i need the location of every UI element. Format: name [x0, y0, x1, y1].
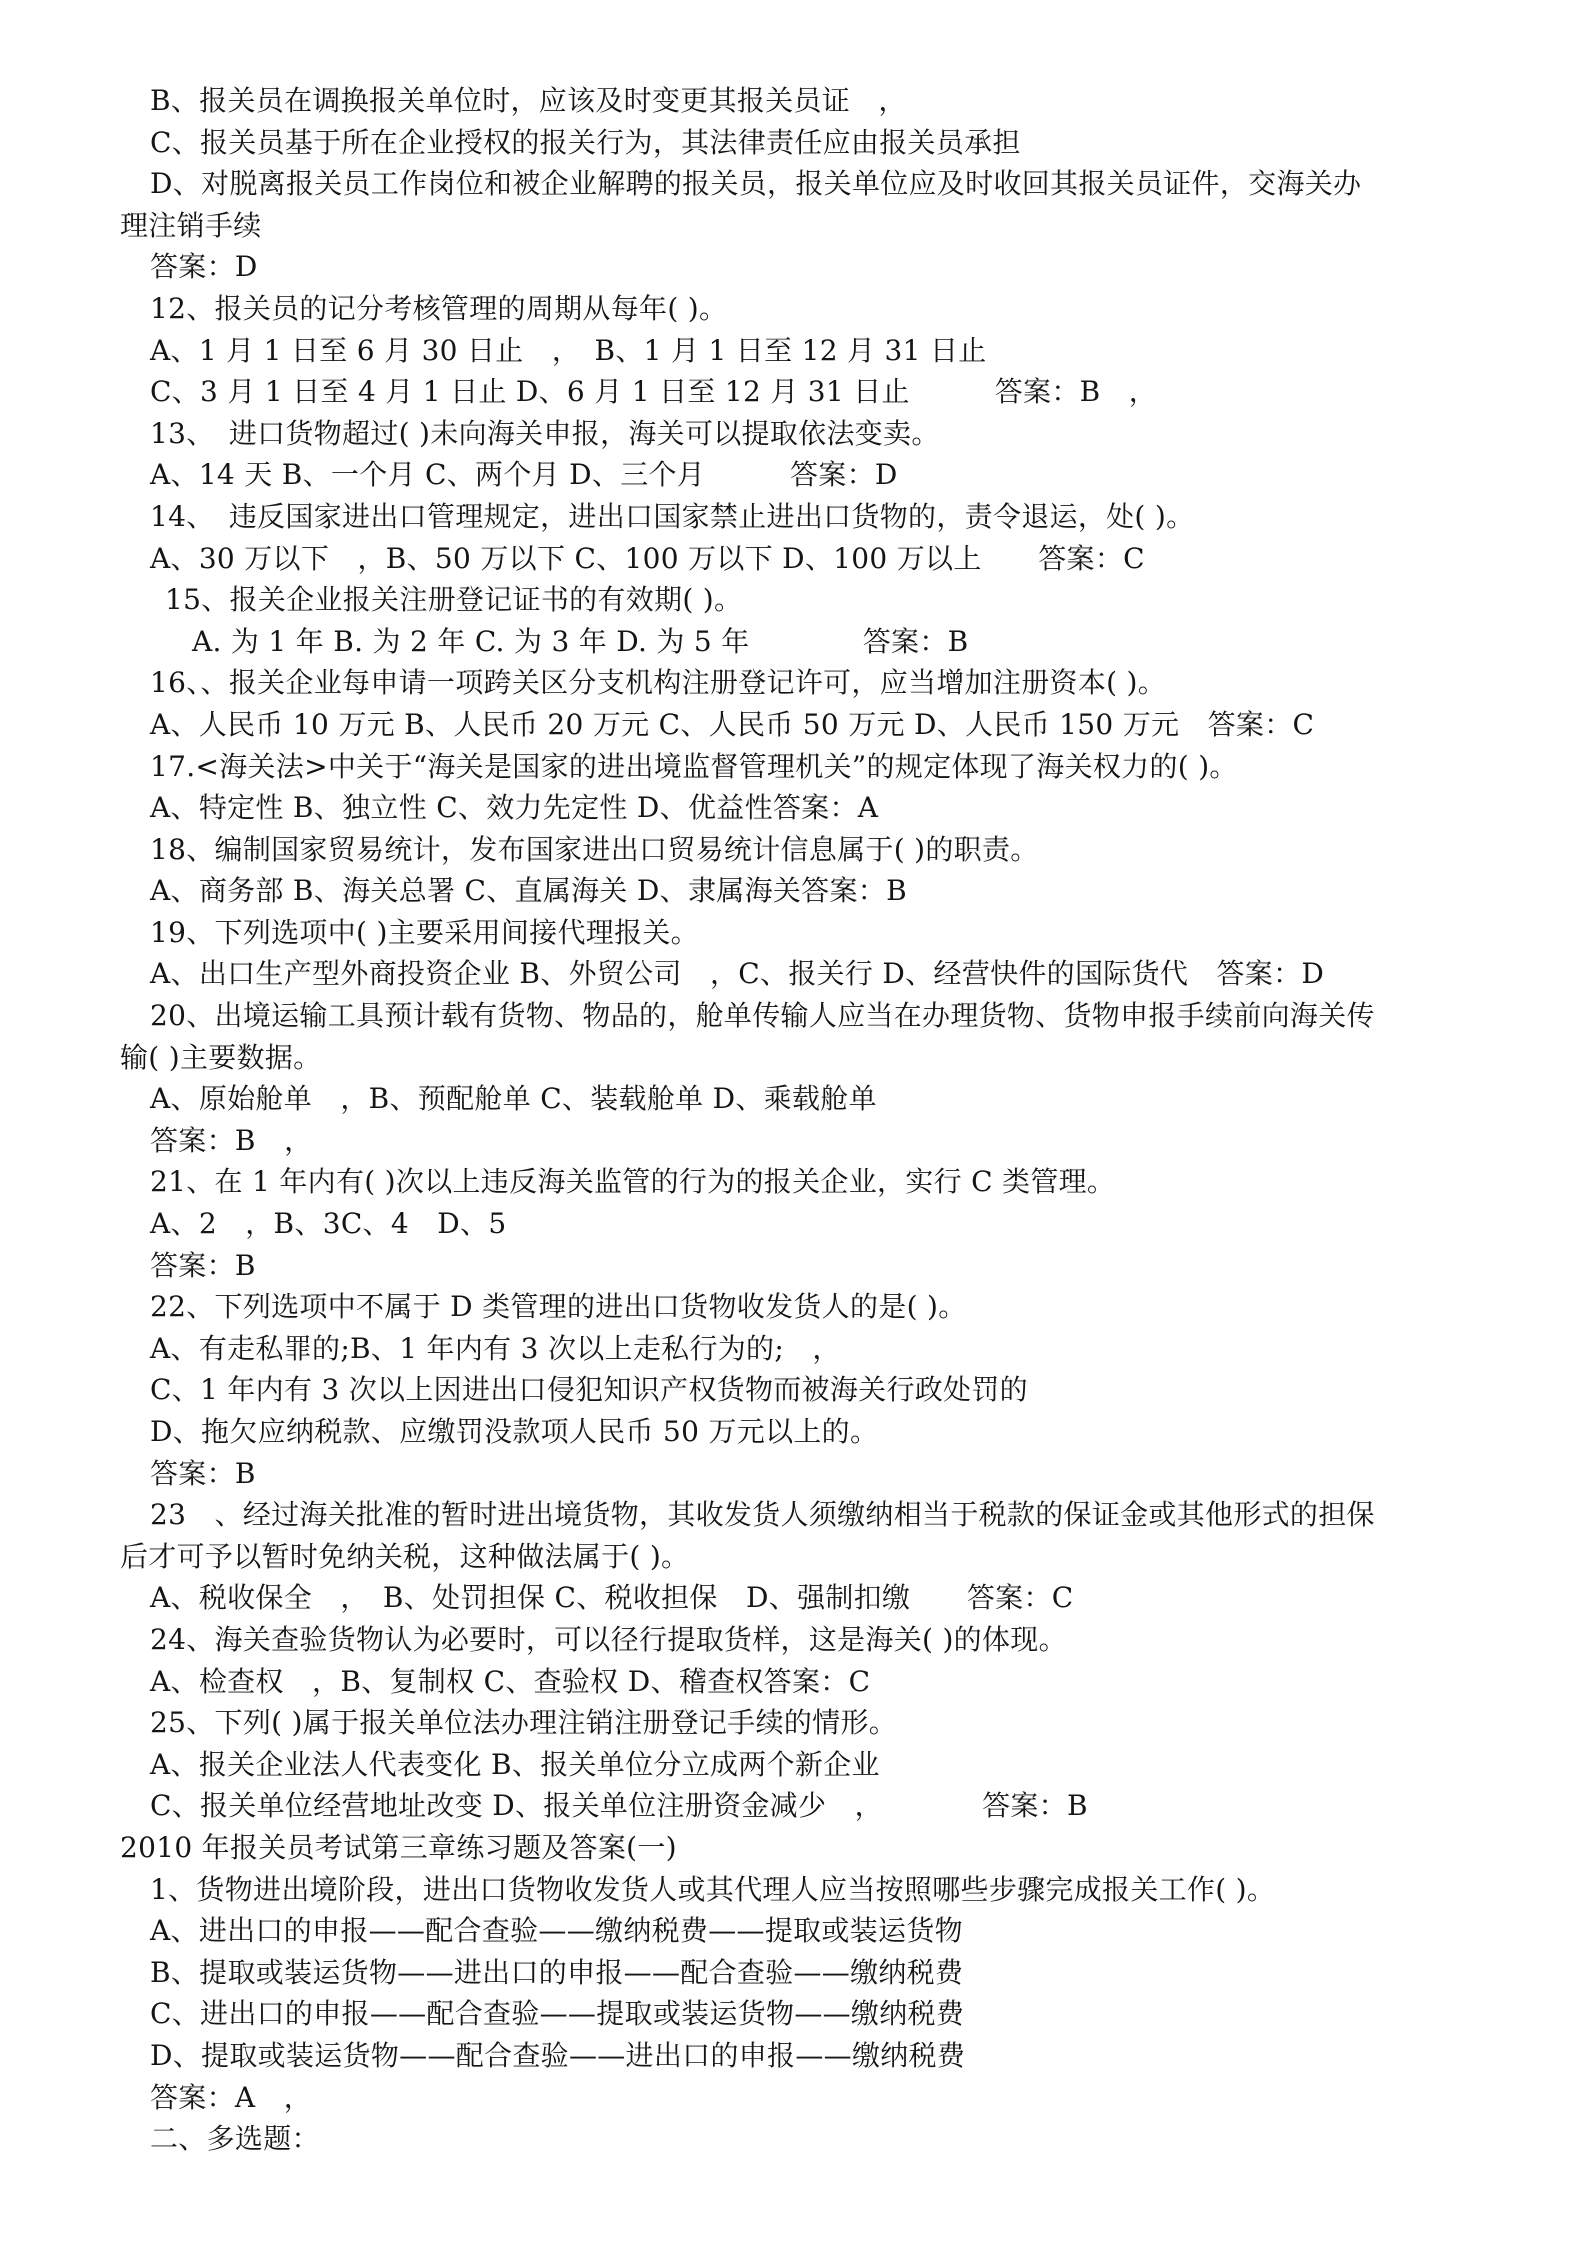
question-line-continuation: 输( )主要数据。	[120, 1040, 322, 1074]
option-line: A、检查权 ，B、复制权 C、查验权 D、稽查权答案：C	[150, 1664, 871, 1698]
option-line: A、2 ，B、3C、4 D、5	[150, 1207, 507, 1241]
question-line: 12、报关员的记分考核管理的周期从每年( )。	[150, 291, 728, 325]
option-line-continuation: 理注销手续	[120, 208, 262, 242]
question-line: 19、下列选项中( )主要采用间接代理报关。	[150, 915, 699, 949]
option-line: A、1 月 1 日至 6 月 30 日止 ， B、1 月 1 日至 12 月 31 日止	[150, 333, 987, 367]
option-line: A、报关企业法人代表变化 B、报关单位分立成两个新企业	[150, 1747, 880, 1781]
option-line: C、1 年内有 3 次以上因进出口侵犯知识产权货物而被海关行政处罚的	[150, 1373, 1028, 1407]
question-line: 17.<海关法>中关于“海关是国家的进出境监督管理机关”的规定体现了海关权力的( )。	[150, 749, 1238, 783]
option-line: C、报关员基于所在企业授权的报关行为，其法律责任应由报关员承担	[150, 125, 1021, 159]
option-line: A、特定性 B、独立性 C、效力先定性 D、优益性答案：A	[150, 791, 879, 825]
option-line: A、原始舱单 ，B、预配舱单 C、装载舱单 D、乘载舱单	[150, 1082, 877, 1116]
option-line: A、进出口的申报——配合查验——缴纳税费——提取或装运货物	[150, 1914, 963, 1948]
answer-line: 答案：D	[150, 250, 258, 284]
question-line: 20、出境运输工具预计载有货物、物品的，舱单传输人应当在办理货物、货物申报手续前向海关传	[150, 999, 1375, 1033]
answer-line: 答案：A ，	[150, 2080, 313, 2114]
question-line: 24、海关查验货物认为必要时，可以径行提取货样，这是海关( )的体现。	[150, 1622, 1067, 1656]
question-line: 22、下列选项中不属于 D 类管理的进出口货物收发货人的是( )。	[150, 1290, 967, 1324]
question-line: 14、 违反国家进出口管理规定，进出口国家禁止进出口货物的，责令退运，处( )。	[150, 499, 1195, 533]
question-line: 1、货物进出境阶段，进出口货物收发货人或其代理人应当按照哪些步骤完成报关工作( )。	[150, 1872, 1276, 1906]
option-line: D、对脱离报关员工作岗位和被企业解聘的报关员，报关单位应及时收回其报关员证件，交海关办	[150, 167, 1362, 201]
question-line: 25、下列( )属于报关单位法办理注销注册登记手续的情形。	[150, 1706, 898, 1740]
option-line: D、拖欠应纳税款、应缴罚没款项人民币 50 万元以上的。	[150, 1415, 879, 1448]
section-heading: 二、多选题：	[150, 2122, 320, 2156]
question-line: 16、、报关企业每申请一项跨关区分支机构注册登记许可，应当增加注册资本( )。	[150, 666, 1167, 700]
answer-line: 答案：B ，	[150, 1123, 313, 1157]
option-line: A、人民币 10 万元 B、人民币 20 万元 C、人民币 50 万元 D、人民币 150 万元 答案：C	[150, 707, 1315, 741]
option-line: A、税收保全 ， B、处罚担保 C、税收担保 D、强制扣缴 答案：C	[150, 1581, 1074, 1615]
option-line: B、提取或装运货物——进出口的申报——配合查验——缴纳税费	[150, 1955, 964, 1989]
option-line: A、14 天 B、一个月 C、两个月 D、三个月 答案：D	[150, 458, 898, 492]
option-line: A、有走私罪的;B、1 年内有 3 次以上走私行为的; ，	[150, 1331, 841, 1365]
option-line: A、商务部 B、海关总署 C、直属海关 D、隶属海关答案：B	[150, 874, 907, 908]
question-line: 13、 进口货物超过( )未向海关申报，海关可以提取依法变卖。	[150, 416, 940, 450]
option-line: D、提取或装运货物——配合查验——进出口的申报——缴纳税费	[150, 2038, 966, 2072]
question-line: 15、报关企业报关注册登记证书的有效期( )。	[165, 583, 743, 617]
question-line: 18、编制国家贸易统计，发布国家进出口贸易统计信息属于( )的职责。	[150, 832, 1039, 866]
section-heading: 2010 年报关员考试第三章练习题及答案(一)	[120, 1830, 677, 1864]
question-line: 23 、经过海关批准的暂时进出境货物，其收发货人须缴纳相当于税款的保证金或其他形式的担保	[150, 1498, 1375, 1532]
option-line: C、3 月 1 日至 4 月 1 日止 D、6 月 1 日至 12 月 31 日止 答案：B ，	[150, 375, 1158, 409]
option-line: C、报关单位经营地址改变 D、报关单位注册资金减少 ， 答案：B	[150, 1789, 1088, 1823]
question-line: 21、在 1 年内有( )次以上违反海关监管的行为的报关企业，实行 C 类管理。	[150, 1165, 1116, 1199]
answer-line: 答案：B	[150, 1456, 256, 1490]
question-line-continuation: 后才可予以暂时免纳关税，这种做法属于( )。	[120, 1539, 690, 1573]
option-line: A、30 万以下 ，B、50 万以下 C、100 万以下 D、100 万以上 答案：C	[150, 541, 1145, 575]
option-line: C、进出口的申报——配合查验——提取或装运货物——缴纳税费	[150, 1997, 965, 2031]
option-line: B、报关员在调换报关单位时，应该及时变更其报关员证 ，	[150, 84, 907, 117]
option-line: A. 为 1 年 B. 为 2 年 C. 为 3 年 D. 为 5 年 答案：B	[192, 624, 969, 658]
option-line: A、出口生产型外商投资企业 B、外贸公司 ，C、报关行 D、经营快件的国际货代 答案：D	[150, 957, 1325, 991]
answer-line: 答案：B	[150, 1248, 256, 1282]
